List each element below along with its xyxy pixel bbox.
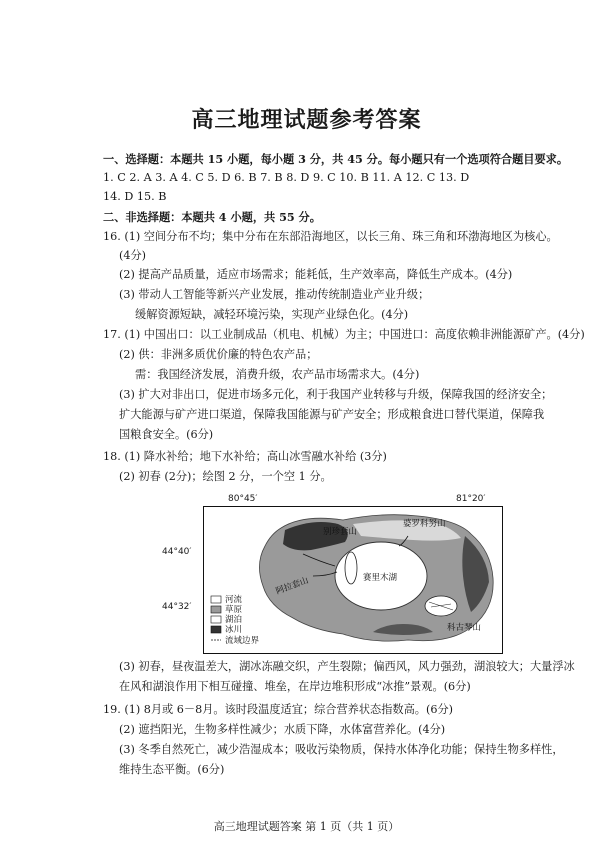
q18-line2: (2) 初春 (2分)；绘图 2 分，一个空 1 分。 bbox=[119, 470, 332, 483]
map-lon-right: 81°20′ bbox=[456, 494, 486, 504]
q17-line1: 17. (1) 中国出口：以工业制成品（机电、机械）为主；中国进口：高度依赖非洲能源矿产。(4分) bbox=[103, 328, 585, 341]
legend-basin: 流域边界 bbox=[225, 636, 260, 646]
map-lat-bottom: 44°32′ bbox=[162, 602, 192, 612]
q17-line5: 扩大能源与矿产进口渠道，保障我国能源与矿产安全；形成粮食进口替代渠道，保障我 bbox=[119, 408, 545, 421]
q18-line1: 18. (1) 降水补给；地下水补给；高山冰雪融水补给 (3分) bbox=[103, 450, 387, 463]
sayram-lake-map bbox=[203, 506, 503, 654]
q17-line2: (2) 供：非洲多质优价廉的特色农产品； bbox=[119, 348, 318, 361]
label-lake: 赛里木湖 bbox=[363, 573, 398, 583]
blank-oval-west bbox=[345, 552, 357, 584]
q17-line6: 国粮食安全。(6分) bbox=[119, 428, 214, 441]
legend-river: 河流 bbox=[225, 595, 243, 605]
label-mountain-ne: 婆罗科努山 bbox=[403, 519, 446, 529]
q19-line3: (3) 冬季自然死亡，减少浩湿成本；吸收污染物质，保持水体净化功能；保持生物多样性， bbox=[119, 743, 564, 756]
page-title: 高三地理试题参考答案 bbox=[191, 107, 422, 133]
q19-line2: (2) 遮挡阳光，生物多样性减少；水质下降，水体富营养化。(4分) bbox=[119, 723, 446, 736]
map-lat-top: 44°40′ bbox=[162, 547, 192, 557]
label-mountain-nw: 别珍套山 bbox=[323, 527, 358, 537]
q19-line1: 19. (1) 8月或 6－8月。该时段温度适宜；综合营养状态指数高。(6分) bbox=[103, 703, 454, 716]
section1-heading: 一、选择题：本题共 15 小题，每小题 3 分，共 45 分。每小题只有一个选项符合题目要求。 bbox=[103, 152, 569, 166]
q18-line3: (3) 初春，昼夜温差大，湖冰冻融交织，产生裂隙；偏西风，风力强劲，湖浪较大；大量浮冰 bbox=[119, 660, 575, 673]
q18-line4: 在风和湖浪作用下相互碰撞、堆垒，在岸边堆积形成“冰推”景观。(6分) bbox=[119, 680, 471, 693]
legend-glacier: 冰川 bbox=[225, 625, 243, 635]
legend-grassland: 草原 bbox=[225, 605, 243, 615]
q16-line5: 缓解资源短缺，减轻环境污染，实现产业绿色化。(4分) bbox=[135, 308, 409, 321]
q16-line4: (3) 带动人工智能等新兴产业发展，推动传统制造业产业升级； bbox=[119, 288, 430, 301]
mc-answers-line2: 14. D 15. B bbox=[103, 190, 167, 203]
q17-line3: 需：我国经济发展，消费升级，农产品市场需求大。(4分) bbox=[135, 368, 420, 381]
q16-line1: 16. (1) 空间分布不均；集中分布在东部沿海地区，以长三角、珠三角和环渤海地区为核心。 bbox=[103, 230, 558, 243]
map-lon-left: 80°45′ bbox=[228, 494, 258, 504]
section2-heading: 二、非选择题：本题共 4 小题，共 55 分。 bbox=[103, 210, 321, 224]
mc-answers-line1: 1. C 2. A 3. A 4. C 5. D 6. B 7. B 8. D 9. C 10. B 11. A 12. C 13. D bbox=[103, 171, 470, 184]
q19-line4: 维持生态平衡。(6分) bbox=[119, 763, 225, 776]
label-mountain-s: 阿拉套山 bbox=[274, 575, 310, 597]
label-mountain-e: 科古琴山 bbox=[447, 623, 482, 633]
page-footer: 高三地理试题答案 第 1 页（共 1 页） bbox=[213, 820, 400, 833]
q17-line4: (3) 扩大对非出口，促进市场多元化，利于我国产业转移与升级，保障我国的经济安全； bbox=[119, 388, 553, 401]
q16-line2: (4分) bbox=[119, 249, 147, 262]
q16-line3: (2) 提高产品质量，适应市场需求；能耗低，生产效率高，降低生产成本。(4分) bbox=[119, 268, 513, 281]
legend-lake: 湖泊 bbox=[225, 615, 243, 625]
